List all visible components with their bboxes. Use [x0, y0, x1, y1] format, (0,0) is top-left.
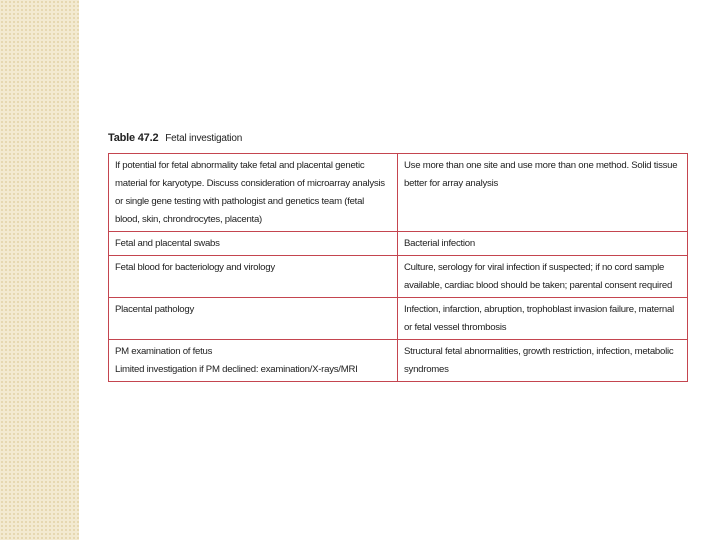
investigation-cell: [109, 232, 398, 256]
purpose-cell: [398, 232, 688, 256]
table-caption: [108, 132, 688, 144]
investigation-cell: [109, 298, 398, 340]
cell-text-line: Fetal and placental swabs: [115, 238, 220, 249]
cell-text-line: Use more than one site and use more than one method. Solid tissue: [404, 160, 678, 171]
cell-text-line: Fetal blood for bacteriology and virology: [115, 262, 275, 273]
table-row: [109, 232, 688, 256]
table-title: Fetal investigation: [165, 133, 243, 144]
table-row: [109, 154, 688, 232]
cell-text-line: Structural fetal abnormalities, growth restriction, infection, metabolic: [404, 346, 674, 357]
investigation-cell: [109, 340, 398, 382]
purpose-cell: [398, 340, 688, 382]
table-row: [109, 340, 688, 382]
decorative-side-strip: [0, 0, 79, 540]
fetal-investigation-table: [108, 153, 688, 382]
table-row: [109, 298, 688, 340]
cell-text-line: PM examination of fetus: [115, 346, 213, 357]
investigation-cell: [109, 256, 398, 298]
table-row: [109, 256, 688, 298]
purpose-cell: [398, 298, 688, 340]
cell-text-line: Infection, infarction, abruption, trophoblast invasion failure, maternal: [404, 304, 674, 315]
cell-text-line: or single gene testing with pathologist and genetics team (fetal: [115, 196, 365, 207]
fetal-investigation-table-section: [108, 132, 688, 382]
purpose-cell: [398, 256, 688, 298]
cell-text-line: better for array analysis: [404, 178, 498, 189]
purpose-cell: [398, 154, 688, 232]
cell-text-line: or fetal vessel thrombosis: [404, 322, 507, 333]
cell-text-line: Culture, serology for viral infection if suspected; if no cord sample: [404, 262, 665, 273]
cell-text-line: Limited investigation if PM declined: examination/X-rays/MRI: [115, 364, 358, 375]
cell-text-line: If potential for fetal abnormality take fetal and placental genetic: [115, 160, 365, 171]
investigation-cell: [109, 154, 398, 232]
cell-text-line: Placental pathology: [115, 304, 194, 315]
cell-text-line: available, cardiac blood should be taken; parental consent required: [404, 280, 673, 291]
cell-text-line: syndromes: [404, 364, 449, 375]
table-number: Table 47.2: [108, 132, 159, 144]
cell-text-line: Bacterial infection: [404, 238, 475, 249]
cell-text-line: material for karyotype. Discuss consideration of microarray analysis: [115, 178, 385, 189]
cell-text-line: blood, skin, chrondrocytes, placenta): [115, 214, 262, 225]
